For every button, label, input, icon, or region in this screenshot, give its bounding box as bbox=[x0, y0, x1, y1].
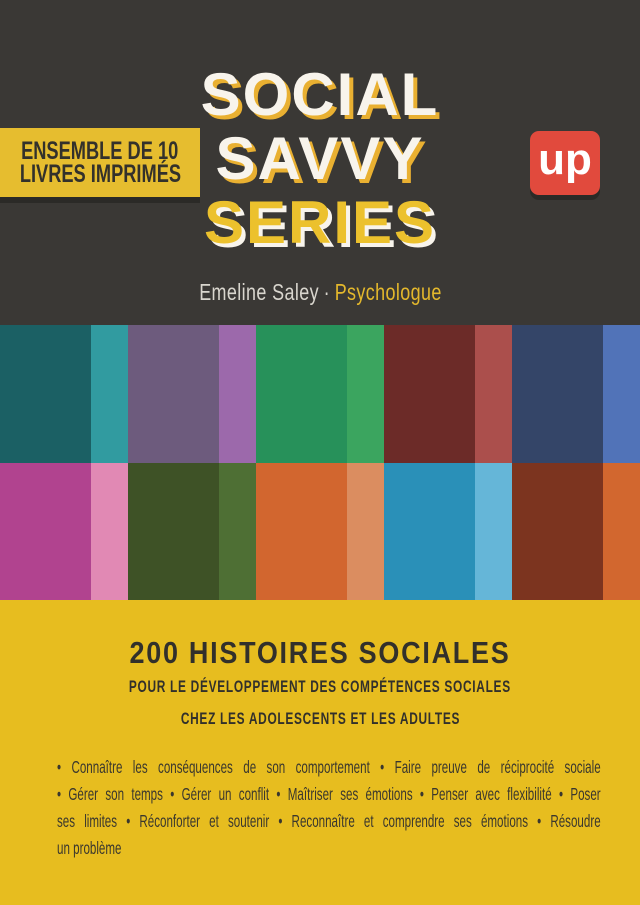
book-spine-accent-stripe bbox=[603, 325, 640, 463]
footer-section bbox=[0, 600, 640, 905]
book-spine-main-color bbox=[128, 325, 219, 463]
book-spine-main-color bbox=[384, 325, 475, 463]
spine-row bbox=[0, 463, 640, 600]
skills-line: ses limites • Réconforter et soutenir • Reconnaître et comprendre ses émotions • Résoudre bbox=[57, 811, 601, 831]
book-spine-accent-stripe bbox=[219, 463, 256, 600]
book-spine-main-color bbox=[512, 463, 603, 600]
book-spine bbox=[384, 463, 512, 600]
book-spines-grid bbox=[0, 325, 640, 600]
up-publisher-logo bbox=[530, 131, 600, 195]
book-spine bbox=[512, 463, 640, 600]
histories-heading-text: 200 HISTOIRES SOCIALES bbox=[129, 635, 511, 670]
skills-line: • Connaître les conséquences de son comportement • Faire preuve de réciprocité sociale bbox=[57, 757, 601, 777]
author-role: Psychologue bbox=[334, 279, 442, 305]
histories-heading bbox=[0, 637, 640, 670]
book-spine bbox=[256, 463, 384, 600]
book-spine bbox=[0, 463, 128, 600]
author-separator-dot: · bbox=[323, 279, 330, 305]
skills-line: un problème bbox=[57, 838, 122, 858]
book-spine bbox=[512, 325, 640, 463]
author-line bbox=[0, 279, 640, 305]
up-logo-text: up bbox=[538, 135, 592, 184]
spine-row bbox=[0, 325, 640, 463]
book-spine-main-color bbox=[0, 463, 91, 600]
book-spine bbox=[0, 325, 128, 463]
book-spine-accent-stripe bbox=[347, 325, 384, 463]
book-spine-main-color bbox=[256, 463, 347, 600]
book-spine-accent-stripe bbox=[219, 325, 256, 463]
book-spine-main-color bbox=[384, 463, 475, 600]
book-spine bbox=[128, 463, 256, 600]
book-spine-accent-stripe bbox=[347, 463, 384, 600]
badge-line-2: LIVRES IMPRIMÉS bbox=[19, 159, 181, 188]
book-spine-main-color bbox=[512, 325, 603, 463]
book-spine bbox=[128, 325, 256, 463]
book-spine-accent-stripe bbox=[603, 463, 640, 600]
book-spine-accent-stripe bbox=[475, 463, 512, 600]
book-spine-accent-stripe bbox=[475, 325, 512, 463]
title-line-series: SERIES bbox=[203, 189, 437, 256]
author-line-text bbox=[199, 279, 442, 305]
book-spine-main-color bbox=[256, 325, 347, 463]
author-name: Emeline Saley bbox=[198, 279, 319, 305]
subheading-audience: CHEZ LES ADOLESCENTS ET LES ADULTES bbox=[180, 709, 460, 728]
subheading-development: POUR LE DÉVELOPPEMENT DES COMPÉTENCES SOCIALES bbox=[129, 677, 511, 696]
title-line-social: SOCIAL bbox=[200, 61, 440, 128]
book-spine-main-color bbox=[0, 325, 91, 463]
title-line-savvy: SAVVY bbox=[215, 125, 425, 192]
book-spine-accent-stripe bbox=[91, 325, 128, 463]
skills-line: • Gérer son temps • Gérer un conflit • Maîtriser ses émotions • Penser avec flexibilité • Poser bbox=[57, 784, 601, 804]
skills-list bbox=[57, 754, 601, 862]
badge-line-1: ENSEMBLE DE 10 bbox=[21, 136, 179, 165]
book-spine-main-color bbox=[128, 463, 219, 600]
header-section bbox=[0, 0, 640, 325]
book-spine-accent-stripe bbox=[91, 463, 128, 600]
book-spine bbox=[256, 325, 384, 463]
book-spine bbox=[384, 325, 512, 463]
